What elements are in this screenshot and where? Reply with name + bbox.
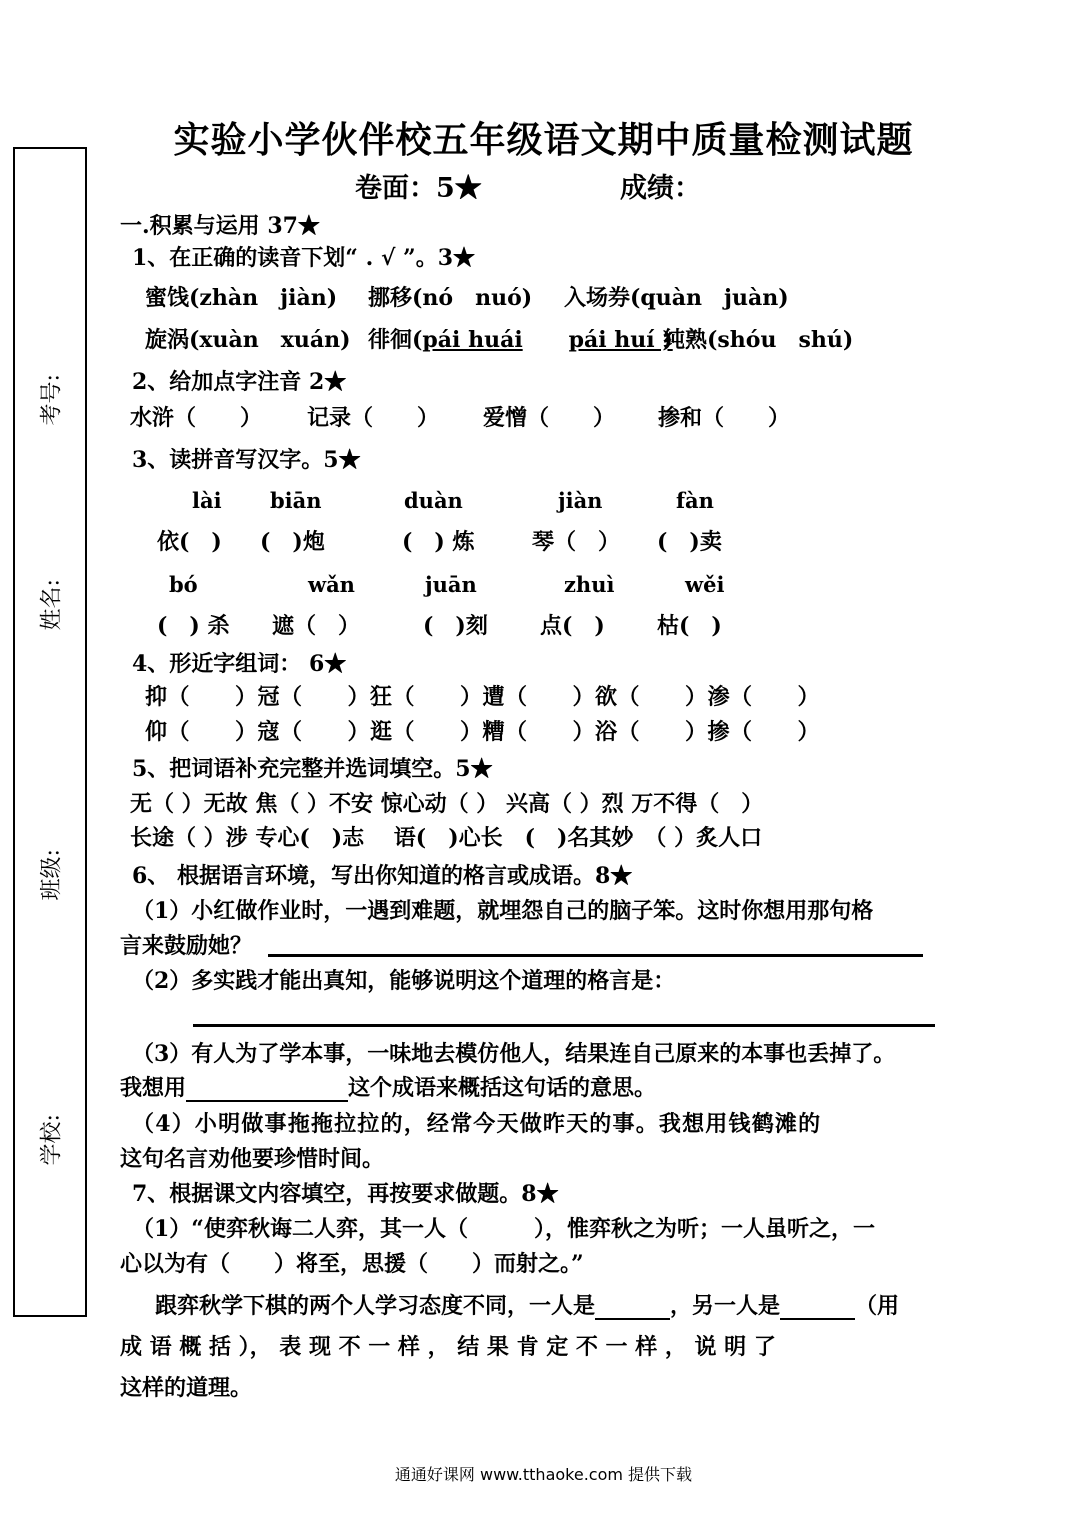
q7-text: 成 语 概 括 ）， 表 现 不 一 样 ， 结 果 肯 定 不 一 样 ， 说 明 了 (120, 1334, 776, 1360)
pinyin-prompt: wěi (685, 572, 725, 597)
pinyin-prompt: zhuì (564, 572, 615, 597)
page-title: 实验小学伙伴校五年级语文期中质量检测试题 (173, 119, 914, 161)
question-7-label: 7、根据课文内容填空，再按要求做题。8★ (132, 1181, 559, 1207)
q1-item: 挪移(nó nuó) (368, 285, 533, 311)
q3-blank: ( ) 杀 (157, 613, 230, 639)
answer-blank[interactable] (186, 1080, 348, 1102)
q1-item: 徘徊(pái huái pái huí ) (368, 327, 673, 353)
q6-text: 这句名言劝他要珍惜时间。 (120, 1146, 385, 1172)
name-label: 姓名: (39, 579, 65, 631)
q3-blank: 遮（ ） (272, 613, 361, 639)
q3-blank: 点( ) (540, 613, 605, 639)
q6-text: （1）小红做作业时，一遇到难题，就埋怨自己的脑子笨。这时你想用那句格 (132, 898, 874, 924)
pinyin-prompt: fàn (676, 488, 714, 513)
q3-blank: 枯( ) (657, 613, 722, 639)
q7-text: 跟弈秋学下棋的两个人学习态度不同，一人是 ，另一人是 （用 (155, 1293, 900, 1319)
pinyin-prompt: bó (169, 572, 198, 597)
question-6-label: 6、 根据语言环境，写出你知道的格言或成语。8★ (132, 863, 633, 889)
class-label: 班级: (39, 849, 65, 901)
pinyin-prompt: duàn (404, 488, 463, 513)
q3-blank: 琴（ ） (532, 529, 621, 555)
underlined-option: pái huí ) (568, 327, 673, 353)
q1-item: 纯熟(shóu shú) (663, 327, 854, 353)
question-5-label: 5、把词语补充完整并选词填空。5★ (132, 756, 493, 782)
q6-text: （2）多实践才能出真知，能够说明这个道理的格言是： (132, 968, 676, 994)
answer-line[interactable] (193, 1024, 935, 1027)
q3-blank: ( )炮 (260, 529, 325, 555)
q5-row: 长途（ ）涉 专心( )志 语( )心长 ( )名其妙 （ ）炙人口 (130, 825, 763, 851)
question-4-label: 4、形近字组词： 6★ (132, 651, 347, 677)
q6-text: 我想用 这个成语来概括这句话的意思。 (120, 1075, 657, 1101)
answer-blank[interactable] (780, 1298, 855, 1320)
q2-item: 掺和（ ） (658, 405, 791, 431)
pinyin-prompt: biān (270, 488, 322, 513)
question-2-label: 2、给加点字注音 2★ (132, 369, 347, 395)
footer-source: 通通好课网 www.tthaoke.com 提供下载 (394, 1465, 693, 1484)
pinyin-prompt: wǎn (308, 572, 355, 597)
q7-text: （1）“使弈秋诲二人弈，其一人（ ），惟弈秋之为听；一人虽听之，一 (132, 1216, 875, 1242)
section-heading: 一.积累与运用 37★ (120, 213, 320, 239)
neatness-score: 卷面：5★ (355, 173, 482, 204)
q4-row: 仰（ ）寇（ ）逛（ ）糟（ ）浴（ ）掺（ ） (145, 719, 821, 745)
q3-blank: ( )刻 (423, 613, 488, 639)
total-score-label: 成绩： (620, 173, 701, 204)
question-3-label: 3、读拼音写汉字。5★ (132, 447, 361, 473)
answer-line[interactable] (268, 954, 923, 957)
q3-blank: ( )卖 (657, 529, 722, 555)
q7-text: 心以为有（ ）将至，思援（ ）而射之。” (120, 1251, 584, 1277)
q1-item: 蜜饯(zhàn jiàn) (145, 285, 338, 311)
q3-blank: ( ) 炼 (402, 529, 475, 555)
pinyin-prompt: juān (425, 572, 477, 597)
q2-item: 爱憎（ ） (483, 405, 616, 431)
q5-row: 无（ ）无故 焦（ ）不安 惊心动（ ） 兴高（ ）烈 万不得（ ） (130, 791, 764, 817)
q2-item: 水浒（ ） (130, 405, 263, 431)
q6-text: （3）有人为了学本事，一味地去模仿他人，结果连自己原来的本事也丢掉了。 (132, 1041, 896, 1067)
q7-text: 这样的道理。 (120, 1375, 253, 1401)
underlined-option: pái huái (422, 327, 523, 353)
pinyin-prompt: jiàn (558, 488, 603, 513)
school-label: 学校: (39, 1114, 65, 1166)
exam-number-label: 考号: (39, 374, 65, 426)
answer-blank[interactable] (595, 1298, 670, 1320)
q4-row: 抑（ ）冠（ ）狂（ ）遭（ ）欲（ ）渗（ ） (145, 684, 821, 710)
pinyin-prompt: lài (192, 488, 222, 513)
q6-text: （4）小明做事拖拖拉拉的，经常今天做昨天的事。我想用钱鹤滩的 (132, 1111, 822, 1137)
q6-text: 言来鼓励她？ (120, 933, 253, 959)
q1-item: 入场券(quàn juàn) (564, 285, 789, 311)
question-1-label: 1、在正确的读音下划“ . √ ”。3★ (132, 245, 476, 271)
q3-blank: 依( ) (157, 529, 222, 555)
q2-item: 记录（ ） (307, 405, 440, 431)
q1-item: 旋涡(xuàn xuán) (145, 327, 351, 353)
